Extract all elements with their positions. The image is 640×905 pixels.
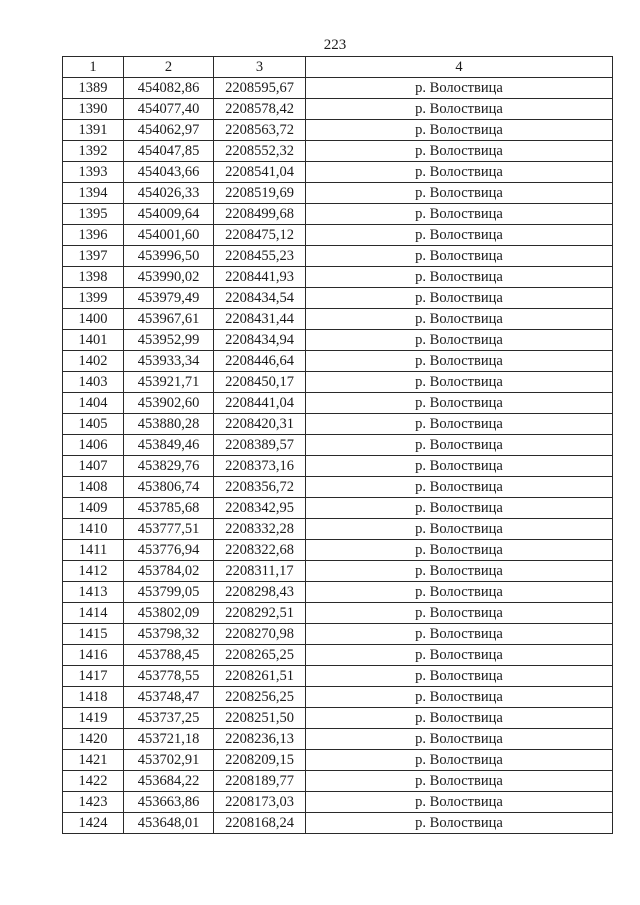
y-coordinate-cell: 2208265,25 — [214, 645, 306, 666]
description-cell: р. Волоствица — [306, 309, 613, 330]
description-cell: р. Волоствица — [306, 582, 613, 603]
table-row — [63, 141, 613, 162]
description-cell: р. Волоствица — [306, 225, 613, 246]
x-coordinate-cell: 453799,05 — [124, 582, 214, 603]
description-cell: р. Волоствица — [306, 456, 613, 477]
description-cell: р. Волоствица — [306, 792, 613, 813]
x-coordinate-cell: 453702,91 — [124, 750, 214, 771]
description-cell: р. Волоствица — [306, 99, 613, 120]
y-coordinate-cell: 2208342,95 — [214, 498, 306, 519]
x-coordinate-cell: 454082,86 — [124, 78, 214, 99]
y-coordinate-cell: 2208446,64 — [214, 351, 306, 372]
point-number-cell: 1417 — [63, 666, 124, 687]
y-coordinate-cell: 2208356,72 — [214, 477, 306, 498]
x-coordinate-cell: 453802,09 — [124, 603, 214, 624]
x-coordinate-cell: 453788,45 — [124, 645, 214, 666]
table-row — [63, 288, 613, 309]
y-coordinate-cell: 2208189,77 — [214, 771, 306, 792]
description-cell: р. Волоствица — [306, 561, 613, 582]
table-row — [63, 708, 613, 729]
point-number-cell: 1400 — [63, 309, 124, 330]
y-coordinate-cell: 2208236,13 — [214, 729, 306, 750]
table-row — [63, 309, 613, 330]
table-row — [63, 414, 613, 435]
table-row — [63, 624, 613, 645]
description-cell: р. Волоствица — [306, 729, 613, 750]
description-cell: р. Волоствица — [306, 435, 613, 456]
point-number-cell: 1422 — [63, 771, 124, 792]
table-row — [63, 162, 613, 183]
point-number-cell: 1414 — [63, 603, 124, 624]
y-coordinate-cell: 2208595,67 — [214, 78, 306, 99]
column-header-point-number: 1 — [63, 57, 124, 78]
point-number-cell: 1406 — [63, 435, 124, 456]
x-coordinate-cell: 453737,25 — [124, 708, 214, 729]
y-coordinate-cell: 2208292,51 — [214, 603, 306, 624]
y-coordinate-cell: 2208373,16 — [214, 456, 306, 477]
point-number-cell: 1401 — [63, 330, 124, 351]
description-cell: р. Волоствица — [306, 750, 613, 771]
table-row — [63, 183, 613, 204]
table-row — [63, 687, 613, 708]
header-row — [63, 57, 613, 78]
column-header-description: 4 — [306, 57, 613, 78]
point-number-cell: 1412 — [63, 561, 124, 582]
y-coordinate-cell: 2208420,31 — [214, 414, 306, 435]
description-cell: р. Волоствица — [306, 519, 613, 540]
y-coordinate-cell: 2208298,43 — [214, 582, 306, 603]
point-number-cell: 1403 — [63, 372, 124, 393]
x-coordinate-cell: 453952,99 — [124, 330, 214, 351]
table-row — [63, 540, 613, 561]
x-coordinate-cell: 453784,02 — [124, 561, 214, 582]
description-cell: р. Волоствица — [306, 666, 613, 687]
point-number-cell: 1415 — [63, 624, 124, 645]
y-coordinate-cell: 2208311,17 — [214, 561, 306, 582]
y-coordinate-cell: 2208173,03 — [214, 792, 306, 813]
table-row — [63, 813, 613, 834]
y-coordinate-cell: 2208261,51 — [214, 666, 306, 687]
point-number-cell: 1423 — [63, 792, 124, 813]
y-coordinate-cell: 2208499,68 — [214, 204, 306, 225]
y-coordinate-cell: 2208322,68 — [214, 540, 306, 561]
description-cell: р. Волоствица — [306, 120, 613, 141]
table-row — [63, 645, 613, 666]
x-coordinate-cell: 454043,66 — [124, 162, 214, 183]
description-cell: р. Волоствица — [306, 141, 613, 162]
y-coordinate-cell: 2208209,15 — [214, 750, 306, 771]
x-coordinate-cell: 453829,76 — [124, 456, 214, 477]
point-number-cell: 1405 — [63, 414, 124, 435]
point-number-cell: 1408 — [63, 477, 124, 498]
y-coordinate-cell: 2208441,04 — [214, 393, 306, 414]
y-coordinate-cell: 2208455,23 — [214, 246, 306, 267]
table-row — [63, 351, 613, 372]
y-coordinate-cell: 2208552,32 — [214, 141, 306, 162]
description-cell: р. Волоствица — [306, 351, 613, 372]
y-coordinate-cell: 2208434,54 — [214, 288, 306, 309]
description-cell: р. Волоствица — [306, 204, 613, 225]
description-cell: р. Волоствица — [306, 288, 613, 309]
point-number-cell: 1419 — [63, 708, 124, 729]
y-coordinate-cell: 2208563,72 — [214, 120, 306, 141]
table-row — [63, 603, 613, 624]
description-cell: р. Волоствица — [306, 183, 613, 204]
x-coordinate-cell: 453933,34 — [124, 351, 214, 372]
y-coordinate-cell: 2208541,04 — [214, 162, 306, 183]
y-coordinate-cell: 2208270,98 — [214, 624, 306, 645]
x-coordinate-cell: 454077,40 — [124, 99, 214, 120]
y-coordinate-cell: 2208441,93 — [214, 267, 306, 288]
description-cell: р. Волоствица — [306, 162, 613, 183]
point-number-cell: 1389 — [63, 78, 124, 99]
coordinates-table — [62, 56, 613, 834]
point-number-cell: 1404 — [63, 393, 124, 414]
point-number-cell: 1397 — [63, 246, 124, 267]
point-number-cell: 1421 — [63, 750, 124, 771]
table-row — [63, 246, 613, 267]
y-coordinate-cell: 2208519,69 — [214, 183, 306, 204]
description-cell: р. Волоствица — [306, 78, 613, 99]
y-coordinate-cell: 2208389,57 — [214, 435, 306, 456]
x-coordinate-cell: 453721,18 — [124, 729, 214, 750]
point-number-cell: 1411 — [63, 540, 124, 561]
point-number-cell: 1393 — [63, 162, 124, 183]
x-coordinate-cell: 453778,55 — [124, 666, 214, 687]
point-number-cell: 1391 — [63, 120, 124, 141]
x-coordinate-cell: 453967,61 — [124, 309, 214, 330]
table-row — [63, 456, 613, 477]
x-coordinate-cell: 453902,60 — [124, 393, 214, 414]
description-cell: р. Волоствица — [306, 708, 613, 729]
table-header — [63, 57, 613, 78]
y-coordinate-cell: 2208332,28 — [214, 519, 306, 540]
point-number-cell: 1409 — [63, 498, 124, 519]
table-row — [63, 435, 613, 456]
page-number: 223 — [323, 37, 347, 53]
table-row — [63, 393, 613, 414]
y-coordinate-cell: 2208251,50 — [214, 708, 306, 729]
y-coordinate-cell: 2208168,24 — [214, 813, 306, 834]
table-row — [63, 330, 613, 351]
x-coordinate-cell: 453798,32 — [124, 624, 214, 645]
point-number-cell: 1413 — [63, 582, 124, 603]
table-row — [63, 99, 613, 120]
y-coordinate-cell: 2208450,17 — [214, 372, 306, 393]
description-cell: р. Волоствица — [306, 414, 613, 435]
x-coordinate-cell: 453990,02 — [124, 267, 214, 288]
table-row — [63, 666, 613, 687]
x-coordinate-cell: 454062,97 — [124, 120, 214, 141]
point-number-cell: 1394 — [63, 183, 124, 204]
table-row — [63, 267, 613, 288]
x-coordinate-cell: 453663,86 — [124, 792, 214, 813]
description-cell: р. Волоствица — [306, 393, 613, 414]
table-row — [63, 729, 613, 750]
point-number-cell: 1390 — [63, 99, 124, 120]
table-body — [63, 78, 613, 834]
y-coordinate-cell: 2208434,94 — [214, 330, 306, 351]
x-coordinate-cell: 453849,46 — [124, 435, 214, 456]
point-number-cell: 1424 — [63, 813, 124, 834]
x-coordinate-cell: 454001,60 — [124, 225, 214, 246]
x-coordinate-cell: 453806,74 — [124, 477, 214, 498]
table-row — [63, 519, 613, 540]
table-row — [63, 582, 613, 603]
table-row — [63, 120, 613, 141]
description-cell: р. Волоствица — [306, 813, 613, 834]
table-row — [63, 204, 613, 225]
description-cell: р. Волоствица — [306, 771, 613, 792]
y-coordinate-cell: 2208475,12 — [214, 225, 306, 246]
description-cell: р. Волоствица — [306, 624, 613, 645]
table-row — [63, 771, 613, 792]
x-coordinate-cell: 453777,51 — [124, 519, 214, 540]
description-cell: р. Волоствица — [306, 645, 613, 666]
point-number-cell: 1395 — [63, 204, 124, 225]
description-cell: р. Волоствица — [306, 372, 613, 393]
column-header-y: 3 — [214, 57, 306, 78]
table-row — [63, 372, 613, 393]
x-coordinate-cell: 453921,71 — [124, 372, 214, 393]
description-cell: р. Волоствица — [306, 246, 613, 267]
description-cell: р. Волоствица — [306, 498, 613, 519]
table-row — [63, 561, 613, 582]
x-coordinate-cell: 453979,49 — [124, 288, 214, 309]
table-row — [63, 78, 613, 99]
description-cell: р. Волоствица — [306, 603, 613, 624]
description-cell: р. Волоствица — [306, 687, 613, 708]
point-number-cell: 1402 — [63, 351, 124, 372]
y-coordinate-cell: 2208431,44 — [214, 309, 306, 330]
x-coordinate-cell: 453785,68 — [124, 498, 214, 519]
point-number-cell: 1407 — [63, 456, 124, 477]
x-coordinate-cell: 454009,64 — [124, 204, 214, 225]
point-number-cell: 1396 — [63, 225, 124, 246]
x-coordinate-cell: 453776,94 — [124, 540, 214, 561]
table-row — [63, 498, 613, 519]
description-cell: р. Волоствица — [306, 267, 613, 288]
y-coordinate-cell: 2208256,25 — [214, 687, 306, 708]
point-number-cell: 1410 — [63, 519, 124, 540]
y-coordinate-cell: 2208578,42 — [214, 99, 306, 120]
point-number-cell: 1416 — [63, 645, 124, 666]
point-number-cell: 1392 — [63, 141, 124, 162]
point-number-cell: 1418 — [63, 687, 124, 708]
point-number-cell: 1420 — [63, 729, 124, 750]
x-coordinate-cell: 453648,01 — [124, 813, 214, 834]
x-coordinate-cell: 453748,47 — [124, 687, 214, 708]
description-cell: р. Волоствица — [306, 477, 613, 498]
table-row — [63, 750, 613, 771]
x-coordinate-cell: 453684,22 — [124, 771, 214, 792]
table-row — [63, 792, 613, 813]
description-cell: р. Волоствица — [306, 330, 613, 351]
description-cell: р. Волоствица — [306, 540, 613, 561]
x-coordinate-cell: 453996,50 — [124, 246, 214, 267]
point-number-cell: 1399 — [63, 288, 124, 309]
x-coordinate-cell: 454047,85 — [124, 141, 214, 162]
x-coordinate-cell: 454026,33 — [124, 183, 214, 204]
column-header-x: 2 — [124, 57, 214, 78]
table-row — [63, 477, 613, 498]
x-coordinate-cell: 453880,28 — [124, 414, 214, 435]
point-number-cell: 1398 — [63, 267, 124, 288]
table-row — [63, 225, 613, 246]
